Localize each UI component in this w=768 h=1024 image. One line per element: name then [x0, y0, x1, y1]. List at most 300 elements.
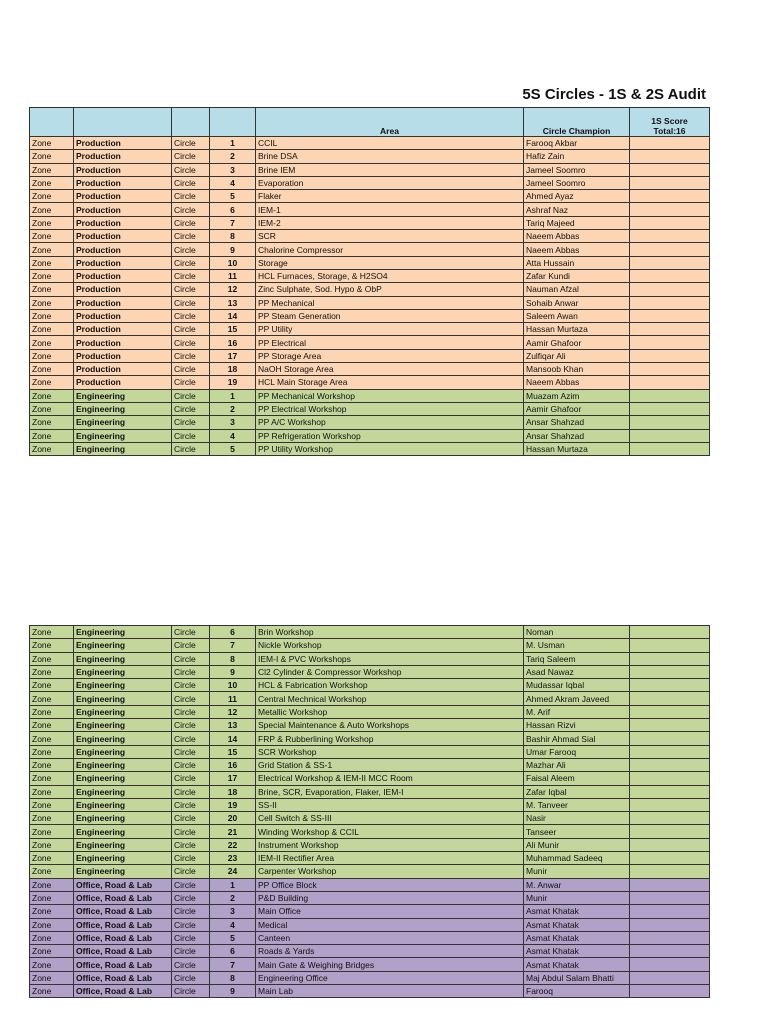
score-cell: [630, 190, 710, 203]
department-cell: Engineering: [74, 772, 172, 785]
zone-cell: Zone: [30, 958, 74, 971]
zone-cell: Zone: [30, 719, 74, 732]
department-cell: Production: [74, 296, 172, 309]
department-cell: Office, Road & Lab: [74, 971, 172, 984]
zone-cell: Zone: [30, 878, 74, 891]
circle-number-cell: 6: [210, 626, 256, 639]
score-cell: [630, 176, 710, 189]
zone-cell: Zone: [30, 190, 74, 203]
table-row: [30, 772, 710, 785]
score-cell: [630, 745, 710, 758]
circle-cell: Circle: [172, 190, 210, 203]
zone-cell: Zone: [30, 389, 74, 402]
table-row: [30, 905, 710, 918]
circle-cell: Circle: [172, 639, 210, 652]
score-cell: [630, 931, 710, 944]
area-cell: Brin Workshop: [256, 626, 524, 639]
circle-number-cell: 22: [210, 838, 256, 851]
circle-champion-cell: Naeem Abbas: [524, 230, 630, 243]
circle-cell: Circle: [172, 785, 210, 798]
score-cell: [630, 758, 710, 771]
score-cell: [630, 349, 710, 362]
circle-number-cell: 2: [210, 150, 256, 163]
circle-cell: Circle: [172, 665, 210, 678]
circle-cell: Circle: [172, 163, 210, 176]
circle-cell: Circle: [172, 905, 210, 918]
zone-cell: Zone: [30, 918, 74, 931]
score-cell: [630, 296, 710, 309]
audit-table-top: [29, 107, 710, 456]
circle-number-cell: 10: [210, 256, 256, 269]
circle-cell: Circle: [172, 137, 210, 150]
department-cell: Production: [74, 269, 172, 282]
department-cell: Production: [74, 230, 172, 243]
circle-number-cell: 6: [210, 945, 256, 958]
circle-champion-cell: M. Arif: [524, 705, 630, 718]
area-cell: PP Mechanical Workshop: [256, 389, 524, 402]
circle-number-cell: 17: [210, 772, 256, 785]
circle-champion-cell: Hafiz Zain: [524, 150, 630, 163]
circle-champion-cell: Jameel Soomro: [524, 176, 630, 189]
department-cell: Engineering: [74, 719, 172, 732]
zone-cell: Zone: [30, 216, 74, 229]
circle-number-cell: 12: [210, 283, 256, 296]
zone-cell: Zone: [30, 137, 74, 150]
circle-cell: Circle: [172, 692, 210, 705]
table-row: [30, 296, 710, 309]
table-body-top: [30, 137, 710, 456]
circle-cell: Circle: [172, 203, 210, 216]
circle-number-cell: 10: [210, 679, 256, 692]
circle-champion-cell: Nasir: [524, 812, 630, 825]
table-row: [30, 918, 710, 931]
zone-cell: Zone: [30, 416, 74, 429]
table-row: [30, 429, 710, 442]
area-cell: IEM-1: [256, 203, 524, 216]
circle-champion-cell: Faisal Aleem: [524, 772, 630, 785]
score-cell: [630, 679, 710, 692]
department-cell: Engineering: [74, 798, 172, 811]
circle-number-cell: 18: [210, 363, 256, 376]
table-row: [30, 891, 710, 904]
circle-number-cell: 5: [210, 442, 256, 455]
area-cell: PP Electrical Workshop: [256, 402, 524, 415]
area-cell: Canteen: [256, 931, 524, 944]
circle-number-cell: 6: [210, 203, 256, 216]
circle-champion-cell: Asmat Khatak: [524, 958, 630, 971]
score-cell: [630, 825, 710, 838]
table-row: [30, 256, 710, 269]
department-cell: Production: [74, 163, 172, 176]
circle-number-cell: 11: [210, 269, 256, 282]
circle-number-cell: 8: [210, 230, 256, 243]
area-cell: PP Refrigeration Workshop: [256, 429, 524, 442]
department-cell: Office, Road & Lab: [74, 878, 172, 891]
zone-cell: Zone: [30, 323, 74, 336]
area-cell: HCL Furnaces, Storage, & H2SO4: [256, 269, 524, 282]
score-cell: [630, 137, 710, 150]
area-cell: PP Utility: [256, 323, 524, 336]
header-col3: [172, 108, 210, 137]
zone-cell: Zone: [30, 931, 74, 944]
score-cell: [630, 785, 710, 798]
audit-table-bottom: [29, 625, 710, 998]
department-cell: Engineering: [74, 665, 172, 678]
department-cell: Engineering: [74, 679, 172, 692]
area-cell: PP Electrical: [256, 336, 524, 349]
table-row: [30, 719, 710, 732]
circle-champion-cell: Mansoob Khan: [524, 363, 630, 376]
zone-cell: Zone: [30, 745, 74, 758]
circle-cell: Circle: [172, 363, 210, 376]
zone-cell: Zone: [30, 163, 74, 176]
area-cell: Main Office: [256, 905, 524, 918]
circle-cell: Circle: [172, 230, 210, 243]
table-row: [30, 825, 710, 838]
score-cell: [630, 256, 710, 269]
area-cell: Nickle Workshop: [256, 639, 524, 652]
circle-champion-cell: Atta Hussain: [524, 256, 630, 269]
circle-champion-cell: M. Tanveer: [524, 798, 630, 811]
department-cell: Engineering: [74, 639, 172, 652]
department-cell: Engineering: [74, 745, 172, 758]
zone-cell: Zone: [30, 402, 74, 415]
zone-cell: Zone: [30, 639, 74, 652]
score-cell: [630, 838, 710, 851]
table-row: [30, 758, 710, 771]
circle-number-cell: 21: [210, 825, 256, 838]
score-cell: [630, 269, 710, 282]
circle-number-cell: 1: [210, 878, 256, 891]
area-cell: Special Maintenance & Auto Workshops: [256, 719, 524, 732]
circle-cell: Circle: [172, 296, 210, 309]
circle-number-cell: 2: [210, 891, 256, 904]
circle-cell: Circle: [172, 918, 210, 931]
score-cell: [630, 652, 710, 665]
circle-cell: Circle: [172, 838, 210, 851]
area-cell: Instrument Workshop: [256, 838, 524, 851]
score-cell: [630, 429, 710, 442]
zone-cell: Zone: [30, 679, 74, 692]
score-cell: [630, 958, 710, 971]
department-cell: Engineering: [74, 389, 172, 402]
circle-cell: Circle: [172, 309, 210, 322]
area-cell: PP Storage Area: [256, 349, 524, 362]
area-cell: Grid Station & SS-1: [256, 758, 524, 771]
area-cell: Cell Switch & SS-III: [256, 812, 524, 825]
zone-cell: Zone: [30, 376, 74, 389]
score-cell: [630, 798, 710, 811]
circle-champion-cell: Ansar Shahzad: [524, 429, 630, 442]
circle-champion-cell: Asmat Khatak: [524, 905, 630, 918]
circle-number-cell: 16: [210, 758, 256, 771]
table-row: [30, 376, 710, 389]
table-row: [30, 363, 710, 376]
circle-number-cell: 5: [210, 190, 256, 203]
circle-cell: Circle: [172, 852, 210, 865]
circle-champion-cell: Sohaib Anwar: [524, 296, 630, 309]
circle-number-cell: 1: [210, 389, 256, 402]
table-row: [30, 865, 710, 878]
circle-cell: Circle: [172, 243, 210, 256]
circle-champion-cell: Ahmed Ayaz: [524, 190, 630, 203]
zone-cell: Zone: [30, 230, 74, 243]
score-cell: [630, 163, 710, 176]
circle-champion-cell: Tanseer: [524, 825, 630, 838]
circle-cell: Circle: [172, 256, 210, 269]
zone-cell: Zone: [30, 256, 74, 269]
circle-champion-cell: Nauman Afzal: [524, 283, 630, 296]
header-1s-score: [630, 108, 710, 137]
zone-cell: Zone: [30, 296, 74, 309]
area-cell: P&D Building: [256, 891, 524, 904]
circle-champion-cell: Hassan Murtaza: [524, 442, 630, 455]
circle-cell: Circle: [172, 269, 210, 282]
score-cell: [630, 878, 710, 891]
page-title: 5S Circles - 1S & 2S Audit: [522, 86, 706, 103]
table-row: [30, 931, 710, 944]
header-score-line1: 1S Score: [651, 116, 688, 126]
table-row: [30, 283, 710, 296]
score-cell: [630, 891, 710, 904]
circle-champion-cell: Munir: [524, 891, 630, 904]
score-cell: [630, 309, 710, 322]
area-cell: Brine, SCR, Evaporation, Flaker, IEM-I: [256, 785, 524, 798]
header-area: Area: [256, 108, 524, 137]
table-row: [30, 216, 710, 229]
department-cell: Office, Road & Lab: [74, 985, 172, 998]
area-cell: FRP & Rubberlining Workshop: [256, 732, 524, 745]
area-cell: Storage: [256, 256, 524, 269]
score-cell: [630, 639, 710, 652]
area-cell: IEM-I & PVC Workshops: [256, 652, 524, 665]
area-cell: Medical: [256, 918, 524, 931]
zone-cell: Zone: [30, 732, 74, 745]
header-col4: [210, 108, 256, 137]
circle-champion-cell: Naeem Abbas: [524, 376, 630, 389]
table-row: [30, 878, 710, 891]
zone-cell: Zone: [30, 825, 74, 838]
score-cell: [630, 865, 710, 878]
circle-champion-cell: Hassan Murtaza: [524, 323, 630, 336]
table-row: [30, 442, 710, 455]
circle-cell: Circle: [172, 336, 210, 349]
department-cell: Engineering: [74, 812, 172, 825]
department-cell: Production: [74, 137, 172, 150]
circle-cell: Circle: [172, 283, 210, 296]
area-cell: PP Utility Workshop: [256, 442, 524, 455]
area-cell: Brine IEM: [256, 163, 524, 176]
score-cell: [630, 852, 710, 865]
department-cell: Engineering: [74, 416, 172, 429]
circle-champion-cell: Ashraf Naz: [524, 203, 630, 216]
area-cell: NaOH Storage Area: [256, 363, 524, 376]
table-row: [30, 665, 710, 678]
circle-cell: Circle: [172, 985, 210, 998]
circle-cell: Circle: [172, 945, 210, 958]
department-cell: Office, Road & Lab: [74, 958, 172, 971]
table-row: [30, 203, 710, 216]
department-cell: Engineering: [74, 732, 172, 745]
table-row: [30, 349, 710, 362]
zone-cell: Zone: [30, 758, 74, 771]
table-row: [30, 137, 710, 150]
zone-cell: Zone: [30, 891, 74, 904]
department-cell: Production: [74, 336, 172, 349]
circle-champion-cell: Hassan Rizvi: [524, 719, 630, 732]
circle-champion-cell: Farooq Akbar: [524, 137, 630, 150]
score-cell: [630, 416, 710, 429]
department-cell: Production: [74, 216, 172, 229]
circle-champion-cell: Asmat Khatak: [524, 931, 630, 944]
table-row: [30, 692, 710, 705]
circle-cell: Circle: [172, 825, 210, 838]
header-col1: [30, 108, 74, 137]
table-body-bottom: [30, 626, 710, 998]
zone-cell: Zone: [30, 852, 74, 865]
area-cell: Electrical Workshop & IEM-II MCC Room: [256, 772, 524, 785]
score-cell: [630, 402, 710, 415]
department-cell: Engineering: [74, 758, 172, 771]
circle-number-cell: 3: [210, 905, 256, 918]
score-cell: [630, 918, 710, 931]
department-cell: Engineering: [74, 825, 172, 838]
zone-cell: Zone: [30, 785, 74, 798]
circle-number-cell: 8: [210, 652, 256, 665]
circle-number-cell: 13: [210, 296, 256, 309]
zone-cell: Zone: [30, 772, 74, 785]
score-cell: [630, 719, 710, 732]
department-cell: Office, Road & Lab: [74, 905, 172, 918]
table-row: [30, 176, 710, 189]
score-cell: [630, 230, 710, 243]
header-score-line2: Total:16: [653, 126, 686, 136]
circle-champion-cell: Zafar Kundi: [524, 269, 630, 282]
area-cell: HCL Main Storage Area: [256, 376, 524, 389]
department-cell: Production: [74, 176, 172, 189]
circle-cell: Circle: [172, 150, 210, 163]
department-cell: Office, Road & Lab: [74, 931, 172, 944]
circle-number-cell: 9: [210, 243, 256, 256]
zone-cell: Zone: [30, 865, 74, 878]
zone-cell: Zone: [30, 349, 74, 362]
circle-number-cell: 16: [210, 336, 256, 349]
circle-cell: Circle: [172, 323, 210, 336]
department-cell: Production: [74, 190, 172, 203]
table-row: [30, 269, 710, 282]
circle-champion-cell: Muazam Azim: [524, 389, 630, 402]
circle-number-cell: 3: [210, 163, 256, 176]
zone-cell: Zone: [30, 626, 74, 639]
circle-cell: Circle: [172, 865, 210, 878]
table-row: [30, 945, 710, 958]
table-row: [30, 243, 710, 256]
circle-cell: Circle: [172, 732, 210, 745]
department-cell: Engineering: [74, 705, 172, 718]
circle-cell: Circle: [172, 705, 210, 718]
area-cell: Main Gate & Weighing Bridges: [256, 958, 524, 971]
circle-number-cell: 4: [210, 176, 256, 189]
circle-cell: Circle: [172, 216, 210, 229]
table-row: [30, 745, 710, 758]
zone-cell: Zone: [30, 243, 74, 256]
circle-cell: Circle: [172, 416, 210, 429]
table-row: [30, 679, 710, 692]
circle-cell: Circle: [172, 429, 210, 442]
circle-champion-cell: Bashir Ahmad Sial: [524, 732, 630, 745]
department-cell: Production: [74, 243, 172, 256]
area-cell: Winding Workshop & CCIL: [256, 825, 524, 838]
department-cell: Engineering: [74, 692, 172, 705]
area-cell: Flaker: [256, 190, 524, 203]
circle-number-cell: 9: [210, 665, 256, 678]
area-cell: IEM-2: [256, 216, 524, 229]
table-row: [30, 958, 710, 971]
table-row: [30, 852, 710, 865]
circle-cell: Circle: [172, 745, 210, 758]
department-cell: Engineering: [74, 402, 172, 415]
circle-champion-cell: Saleem Awan: [524, 309, 630, 322]
zone-cell: Zone: [30, 798, 74, 811]
zone-cell: Zone: [30, 838, 74, 851]
circle-number-cell: 24: [210, 865, 256, 878]
circle-number-cell: 14: [210, 732, 256, 745]
area-cell: SCR: [256, 230, 524, 243]
department-cell: Production: [74, 349, 172, 362]
score-cell: [630, 336, 710, 349]
area-cell: IEM-II Rectifier Area: [256, 852, 524, 865]
score-cell: [630, 203, 710, 216]
circle-number-cell: 4: [210, 918, 256, 931]
department-cell: Office, Road & Lab: [74, 891, 172, 904]
score-cell: [630, 243, 710, 256]
score-cell: [630, 363, 710, 376]
header-row: [30, 108, 710, 137]
department-cell: Engineering: [74, 865, 172, 878]
area-cell: Chalorine Compressor: [256, 243, 524, 256]
area-cell: SCR Workshop: [256, 745, 524, 758]
circle-champion-cell: Zulfiqar Ali: [524, 349, 630, 362]
circle-champion-cell: Zafar Iqbal: [524, 785, 630, 798]
circle-champion-cell: Aamir Ghafoor: [524, 336, 630, 349]
table-row: [30, 323, 710, 336]
circle-champion-cell: Umar Farooq: [524, 745, 630, 758]
zone-cell: Zone: [30, 945, 74, 958]
table-row: [30, 163, 710, 176]
zone-cell: Zone: [30, 705, 74, 718]
department-cell: Production: [74, 323, 172, 336]
circle-champion-cell: Asmat Khatak: [524, 918, 630, 931]
area-cell: HCL & Fabrication Workshop: [256, 679, 524, 692]
circle-cell: Circle: [172, 349, 210, 362]
table-row: [30, 230, 710, 243]
circle-cell: Circle: [172, 891, 210, 904]
circle-champion-cell: Noman: [524, 626, 630, 639]
table-row: [30, 971, 710, 984]
table-row: [30, 798, 710, 811]
circle-number-cell: 23: [210, 852, 256, 865]
area-cell: Metallic Workshop: [256, 705, 524, 718]
circle-cell: Circle: [172, 402, 210, 415]
zone-cell: Zone: [30, 652, 74, 665]
table-row: [30, 336, 710, 349]
circle-number-cell: 13: [210, 719, 256, 732]
circle-cell: Circle: [172, 931, 210, 944]
circle-cell: Circle: [172, 878, 210, 891]
area-cell: PP Steam Generation: [256, 309, 524, 322]
score-cell: [630, 772, 710, 785]
circle-number-cell: 4: [210, 429, 256, 442]
